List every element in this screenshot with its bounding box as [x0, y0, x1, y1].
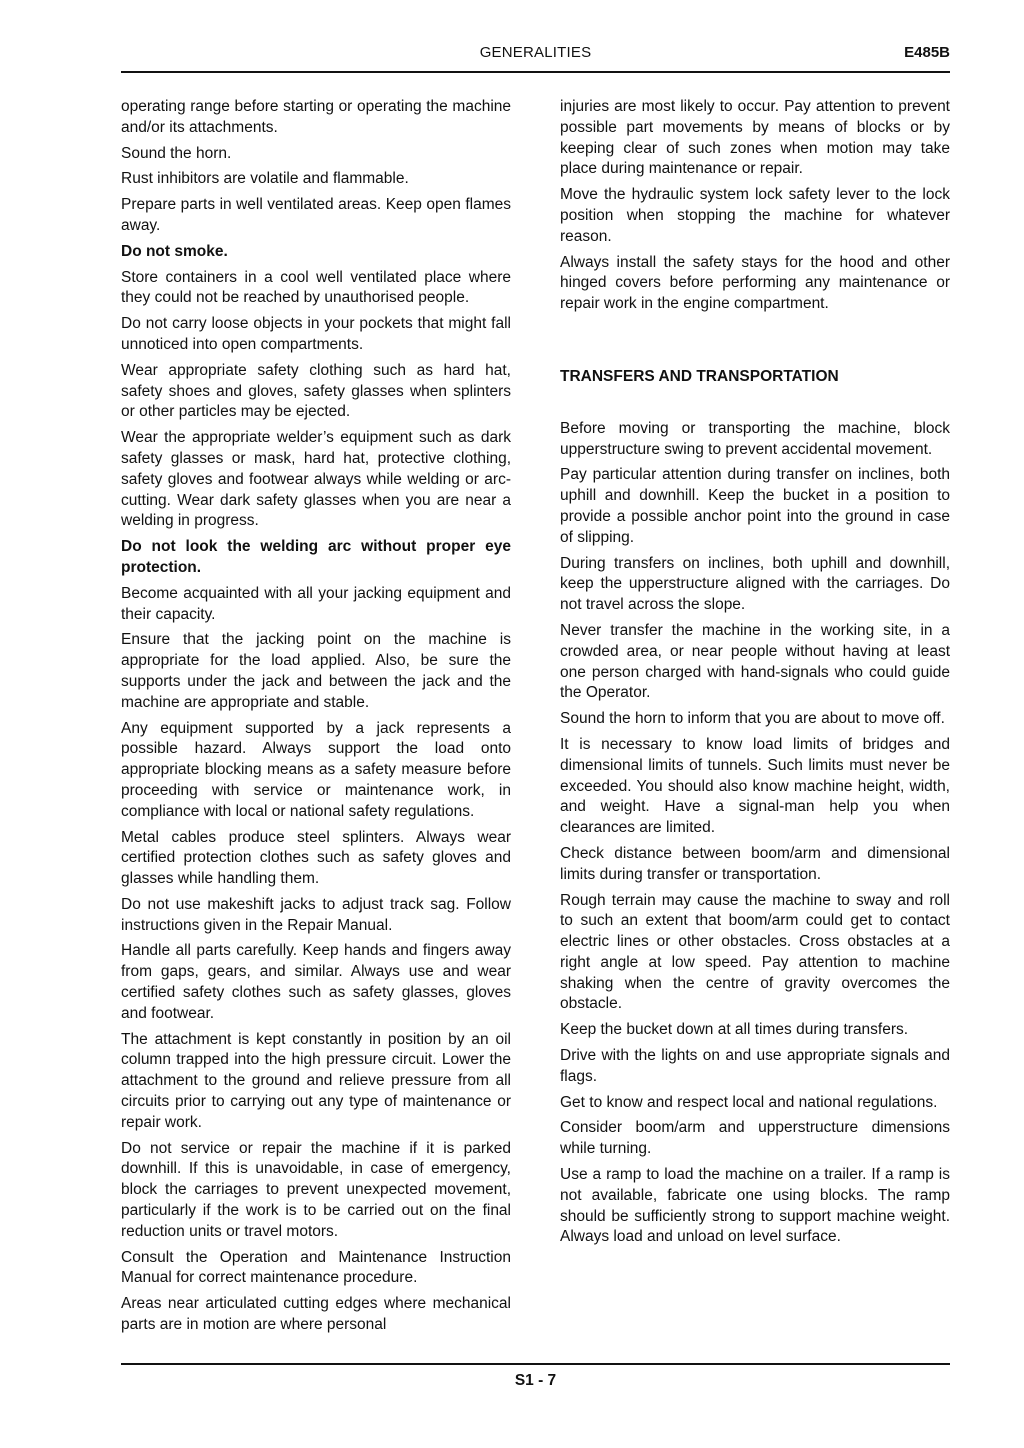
- paragraph: Always install the safety stays for the hood and other hinged covers before performing any maintenance or repair work in the engine compartment.: [560, 253, 950, 313]
- section-heading: TRANSFERS AND TRANSPORTATION: [560, 367, 839, 385]
- paragraph: Drive with the lights on and use appropriate signals and flags.: [560, 1047, 950, 1085]
- paragraph: Areas near articulated cutting edges where mechanical parts are in motion are where personal: [121, 1295, 511, 1334]
- paragraph: Never transfer the machine in the working site, in a crowded area, or near people without having at least one person charged with hand-signals who could guide the Operator.: [560, 621, 950, 702]
- paragraph: Use a ramp to load the machine on a trailer. If a ramp is not available, fabricate one using blocks. The ramp should be sufficiently strong to support machine weight. Always load and unload on level surface.: [560, 1166, 950, 1246]
- paragraph: Do not carry loose objects in your pockets that might fall unnoticed into open compartments.: [121, 315, 511, 353]
- paragraph: Any equipment supported by a jack represents a possible hazard. Always support the load onto appropriate blocking means as a safety measure before proceeding with service or maintenance work, in compliance with local or national safety regulations.: [121, 719, 511, 820]
- paragraph: It is necessary to know load limits of bridges and dimensional limits of tunnels. Such limits must never be exceeded. You should also know machine height, width, and weight. Have a signal-man help you when clearances are limited.: [560, 735, 950, 837]
- footer-rule: [121, 1363, 950, 1365]
- paragraph: Get to know and respect local and national regulations.: [560, 1093, 938, 1111]
- paragraph: operating range before starting or operating the machine and/or its attachments.: [121, 98, 511, 136]
- page-header: [121, 44, 950, 66]
- paragraph: Move the hydraulic system lock safety lever to the lock position when stopping the machine for whatever reason.: [560, 186, 950, 245]
- model-code: E485B: [904, 44, 950, 61]
- paragraph: During transfers on inclines, both uphill and downhill, keep the upperstructure aligned with the carriages. Do not travel across the slope.: [560, 554, 950, 614]
- spacer: [560, 388, 950, 419]
- paragraph: Sound the horn.: [121, 144, 232, 162]
- paragraph: Wear the appropriate welder’s equipment such as dark safety glasses or mask, hard hat, protective clothing, safety gloves and footwear always while welding or arc-cutting. Wear dark safety glasses when you are near a welding in progress.: [121, 429, 511, 530]
- page-number: S1 - 7: [514, 1372, 557, 1389]
- paragraph: Metal cables produce steel splinters. Always wear certified protection clothes such as safety gloves and glasses while handling them.: [121, 828, 511, 888]
- paragraph: Store containers in a cool well ventilated place where they could not be reached by unauthorised people.: [121, 268, 511, 307]
- paragraph: Consult the Operation and Maintenance Instruction Manual for correct maintenance procedure.: [121, 1248, 511, 1287]
- paragraph: injuries are most likely to occur. Pay attention to prevent possible part movements by means of blocks or by keeping clear of such zones when motion may take place during maintenance or repair.: [560, 98, 950, 178]
- paragraph: Rough terrain may cause the machine to sway and roll to such an extent that boom/arm could get to contact electric lines or other obstacles. Cross obstacles at a right angle at low speed. Pay attention to machine shaking when the centre of gravity overcomes the obstacle.: [560, 891, 950, 1013]
- left-column: [121, 97, 511, 1341]
- paragraph: Become acquainted with all your jacking equipment and their capacity.: [121, 584, 511, 623]
- paragraph: Wear appropriate safety clothing such as hard hat, safety shoes and gloves, safety glasses when splinters or other particles may be ejected.: [121, 361, 511, 421]
- paragraph: Do not use makeshift jacks to adjust track sag. Follow instructions given in the Repair Manual.: [121, 895, 511, 934]
- right-column: [560, 97, 950, 1253]
- paragraph: Prepare parts in well ventilated areas. Keep open flames away.: [121, 196, 511, 234]
- paragraph: Ensure that the jacking point on the machine is appropriate for the load applied. Also, be sure the supports under the jack and between the jack and the machine are appropriate and stable.: [121, 631, 511, 711]
- paragraph: Rust inhibitors are volatile and flammable.: [121, 170, 409, 188]
- paragraph: Sound the horn to inform that you are about to move off.: [560, 710, 945, 728]
- warning-no-smoking: Do not smoke.: [121, 242, 228, 260]
- paragraph: Consider boom/arm and upperstructure dimensions while turning.: [560, 1119, 950, 1158]
- paragraph: Check distance between boom/arm and dimensional limits during transfer or transportation.: [560, 844, 950, 883]
- warning-welding-arc: Do not look the welding arc without proper eye protection.: [121, 538, 511, 576]
- paragraph: Handle all parts carefully. Keep hands and fingers away from gaps, gears, and similar. Always use and wear certified safety clothes such as safety glasses, gloves and footwear.: [121, 942, 511, 1022]
- paragraph: Keep the bucket down at all times during transfers.: [560, 1021, 909, 1039]
- header-rule: [121, 71, 950, 73]
- paragraph: Pay particular attention during transfer on inclines, both uphill and downhill. Keep the bucket in a position to provide a possible anchor point into the ground in case of slipping.: [560, 466, 950, 546]
- paragraph: Do not service or repair the machine if it is parked downhill. If this is unavoidable, in case of emergency, block the carriages to prevent unexpected movement, particularly if the work is to be carried out on the final reduction units or travel motors.: [121, 1139, 511, 1240]
- spacer: [560, 320, 950, 367]
- paragraph: The attachment is kept constantly in position by an oil column trapped into the high pressure circuit. Lower the attachment to the ground and relieve pressure from all circuits prior to carrying out any type of maintenance or repair work.: [121, 1030, 511, 1131]
- section-title: GENERALITIES: [479, 44, 592, 61]
- paragraph: Before moving or transporting the machine, block upperstructure swing to prevent accidental movement.: [560, 419, 950, 458]
